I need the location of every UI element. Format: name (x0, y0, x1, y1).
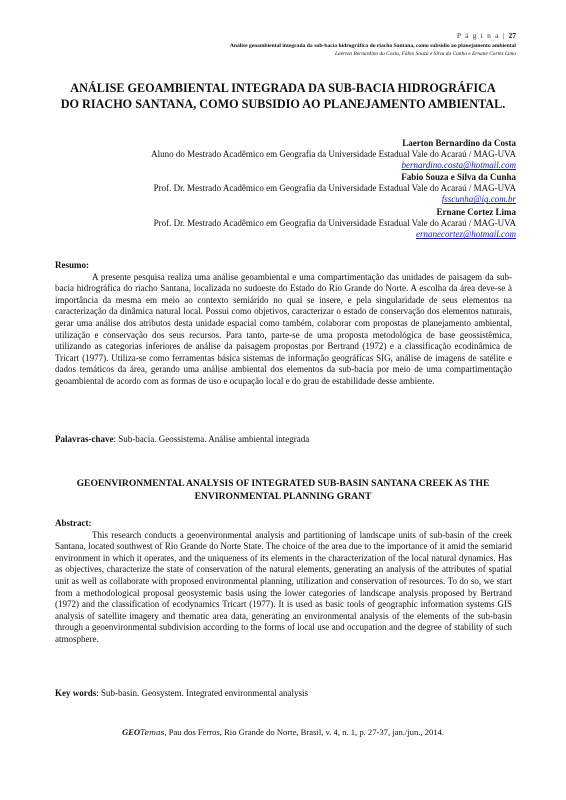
page-number-header (457, 31, 516, 40)
key-words-text: : Sub-basin. Geosystem. Integrated environmental analysis (96, 688, 308, 698)
journal-logo: GEOTemas (121, 727, 165, 737)
paper-title: ANÁLISE GEOAMBIENTAL INTEGRADA DA SUB-BACIA HIDROGRÁFICA DO RIACHO SANTANA, COMO SUBSIDIO AO PLANEJAMENTO AMBIENTAL. (60, 81, 506, 111)
author-affiliation: Aluno do Mestrado Acadêmico em Geografia da Universidade Estadual Vale do Acaraú / MAG-UVA (151, 149, 516, 160)
author-affiliation: Prof. Dr. Mestrado Acadêmico em Geografia da Universidade Estadual Vale do Acaraú / MAG-UVA (153, 218, 516, 229)
journal-citation: , Pau dos Ferros, Rio Grande do Norte, Brasil, v. 4, n. 1, p. 27-37, jan./jun., 2014. (164, 727, 445, 737)
author-block-2 (154, 172, 516, 206)
resumo-label: Resumo: (55, 260, 89, 270)
page-label: P á g i n a | (456, 31, 506, 40)
resumo-text: A presente pesquisa realiza uma análise geoambiental e uma compartimentação das unidades de paisagem da sub-bacia hidrográfica do riacho Santana, localizada no sudoeste do Estado do Rio Grande do Norte. A escolha da área deve-se à importância da mesma em meio ao contexto semiárido no qual se insere, e pela singularidade de seus elementos na caracterização da dinâmica natural local. Possui como objetivos, caracterizar o estado de conservação dos elementos naturais, gerar uma análise dos atributos desta unidade espacial como também, colaborar com propostas de planejamento ambiental, utilização e conservação dos seus recursos. Para tanto, parte-se de uma proposta metodológica de base geossistêmica, utilizando as categorias inferiores de análise da paisagem propostas por Bertrand (1972) e a classificação ecodinâmica de Tricart (1977). Utiliza-se como ferramentas básica sistemas de informação geográficas SIG, análise de imagens de satélite e dados temáticos da área, gerando uma análise ambiental dos elementos da sub-bacia por meio de uma compartimentação geoambiental de acordo com as formas de uso e ocupação local e do grau de estabilidade desse ambiente. (55, 271, 512, 386)
author-affiliation: Prof. Dr. Mestrado Acadêmico em Geografia da Universidade Estadual Vale do Acaraú / MAG-UVA (153, 183, 516, 194)
abstract-text: This research conducts a geoenvironmental analysis and partitioning of landscape units of sub-basin of the creek Santana, located southwest of Rio Grande do Norte State. The choice of the area due to the importance of it amid the semiarid environment in which it operates, and the uniqueness of its elements in the characterization of the local natural dynamics. Has as objectives, characterize the state of conservation of the natural elements, generating an analysis of the attributes of spatial unit as well as collaborate with proposed environmental planning, utilization and conservation of resources. To do so, we start from a methodological proposal geosystemic basis using the lower categories of landscape analysis proposed by Bertrand (1972) and the classification of ecodynamics Tricart (1977). It is used as basic tools of geographic information systems GIS analysis of satellite imagery and thematic area data, generating an environmental analysis of the elements of the sub-basin through a geoenvironmental subdivision according to the forms of local use and occupation and the degree of stability of such atmosphere. (55, 529, 512, 644)
abstract-label: Abstract: (55, 518, 92, 528)
palavras-chave (55, 434, 512, 446)
key-words-label: Key words (55, 688, 97, 698)
english-title: GEOENVIRONMENTAL ANALYSIS OF INTEGRATED SUB-BASIN SANTANA CREEK AS THE ENVIRONMENTAL PLANNING GRANT (76, 478, 490, 502)
running-authors: Laerton Bernardino da Costa, Fábio Souza e Silva da Cunha e Ernane Cortez Lima (335, 51, 516, 57)
author-email-link[interactable]: fsscunha@ig.com.br (441, 194, 516, 205)
author-block-3 (154, 207, 516, 241)
author-name: Laerton Bernardino da Costa (402, 138, 516, 148)
author-name: Ernane Cortez Lima (436, 207, 516, 217)
author-name: Fabio Souza e Silva da Cunha (401, 172, 516, 182)
abstract-section (55, 518, 512, 646)
key-words (55, 688, 512, 700)
author-block-1 (151, 138, 516, 172)
author-email-link[interactable]: ernanecortez@hotmail.com (415, 229, 516, 240)
author-email-link[interactable]: bernardino.costa@hotmail.com (401, 160, 516, 171)
page-number: 27 (508, 31, 516, 40)
resumo-section (55, 260, 512, 388)
running-title: Análise geoambiental integrada da sub-bacia hidrográfica do riacho Santana, como subsídio ao planejamento ambiental (229, 43, 516, 49)
palavras-chave-label: Palavras-chave (55, 434, 114, 444)
journal-footer (0, 727, 566, 737)
palavras-chave-text: : Sub-bacia. Geossistema. Análise ambiental integrada (113, 434, 310, 444)
